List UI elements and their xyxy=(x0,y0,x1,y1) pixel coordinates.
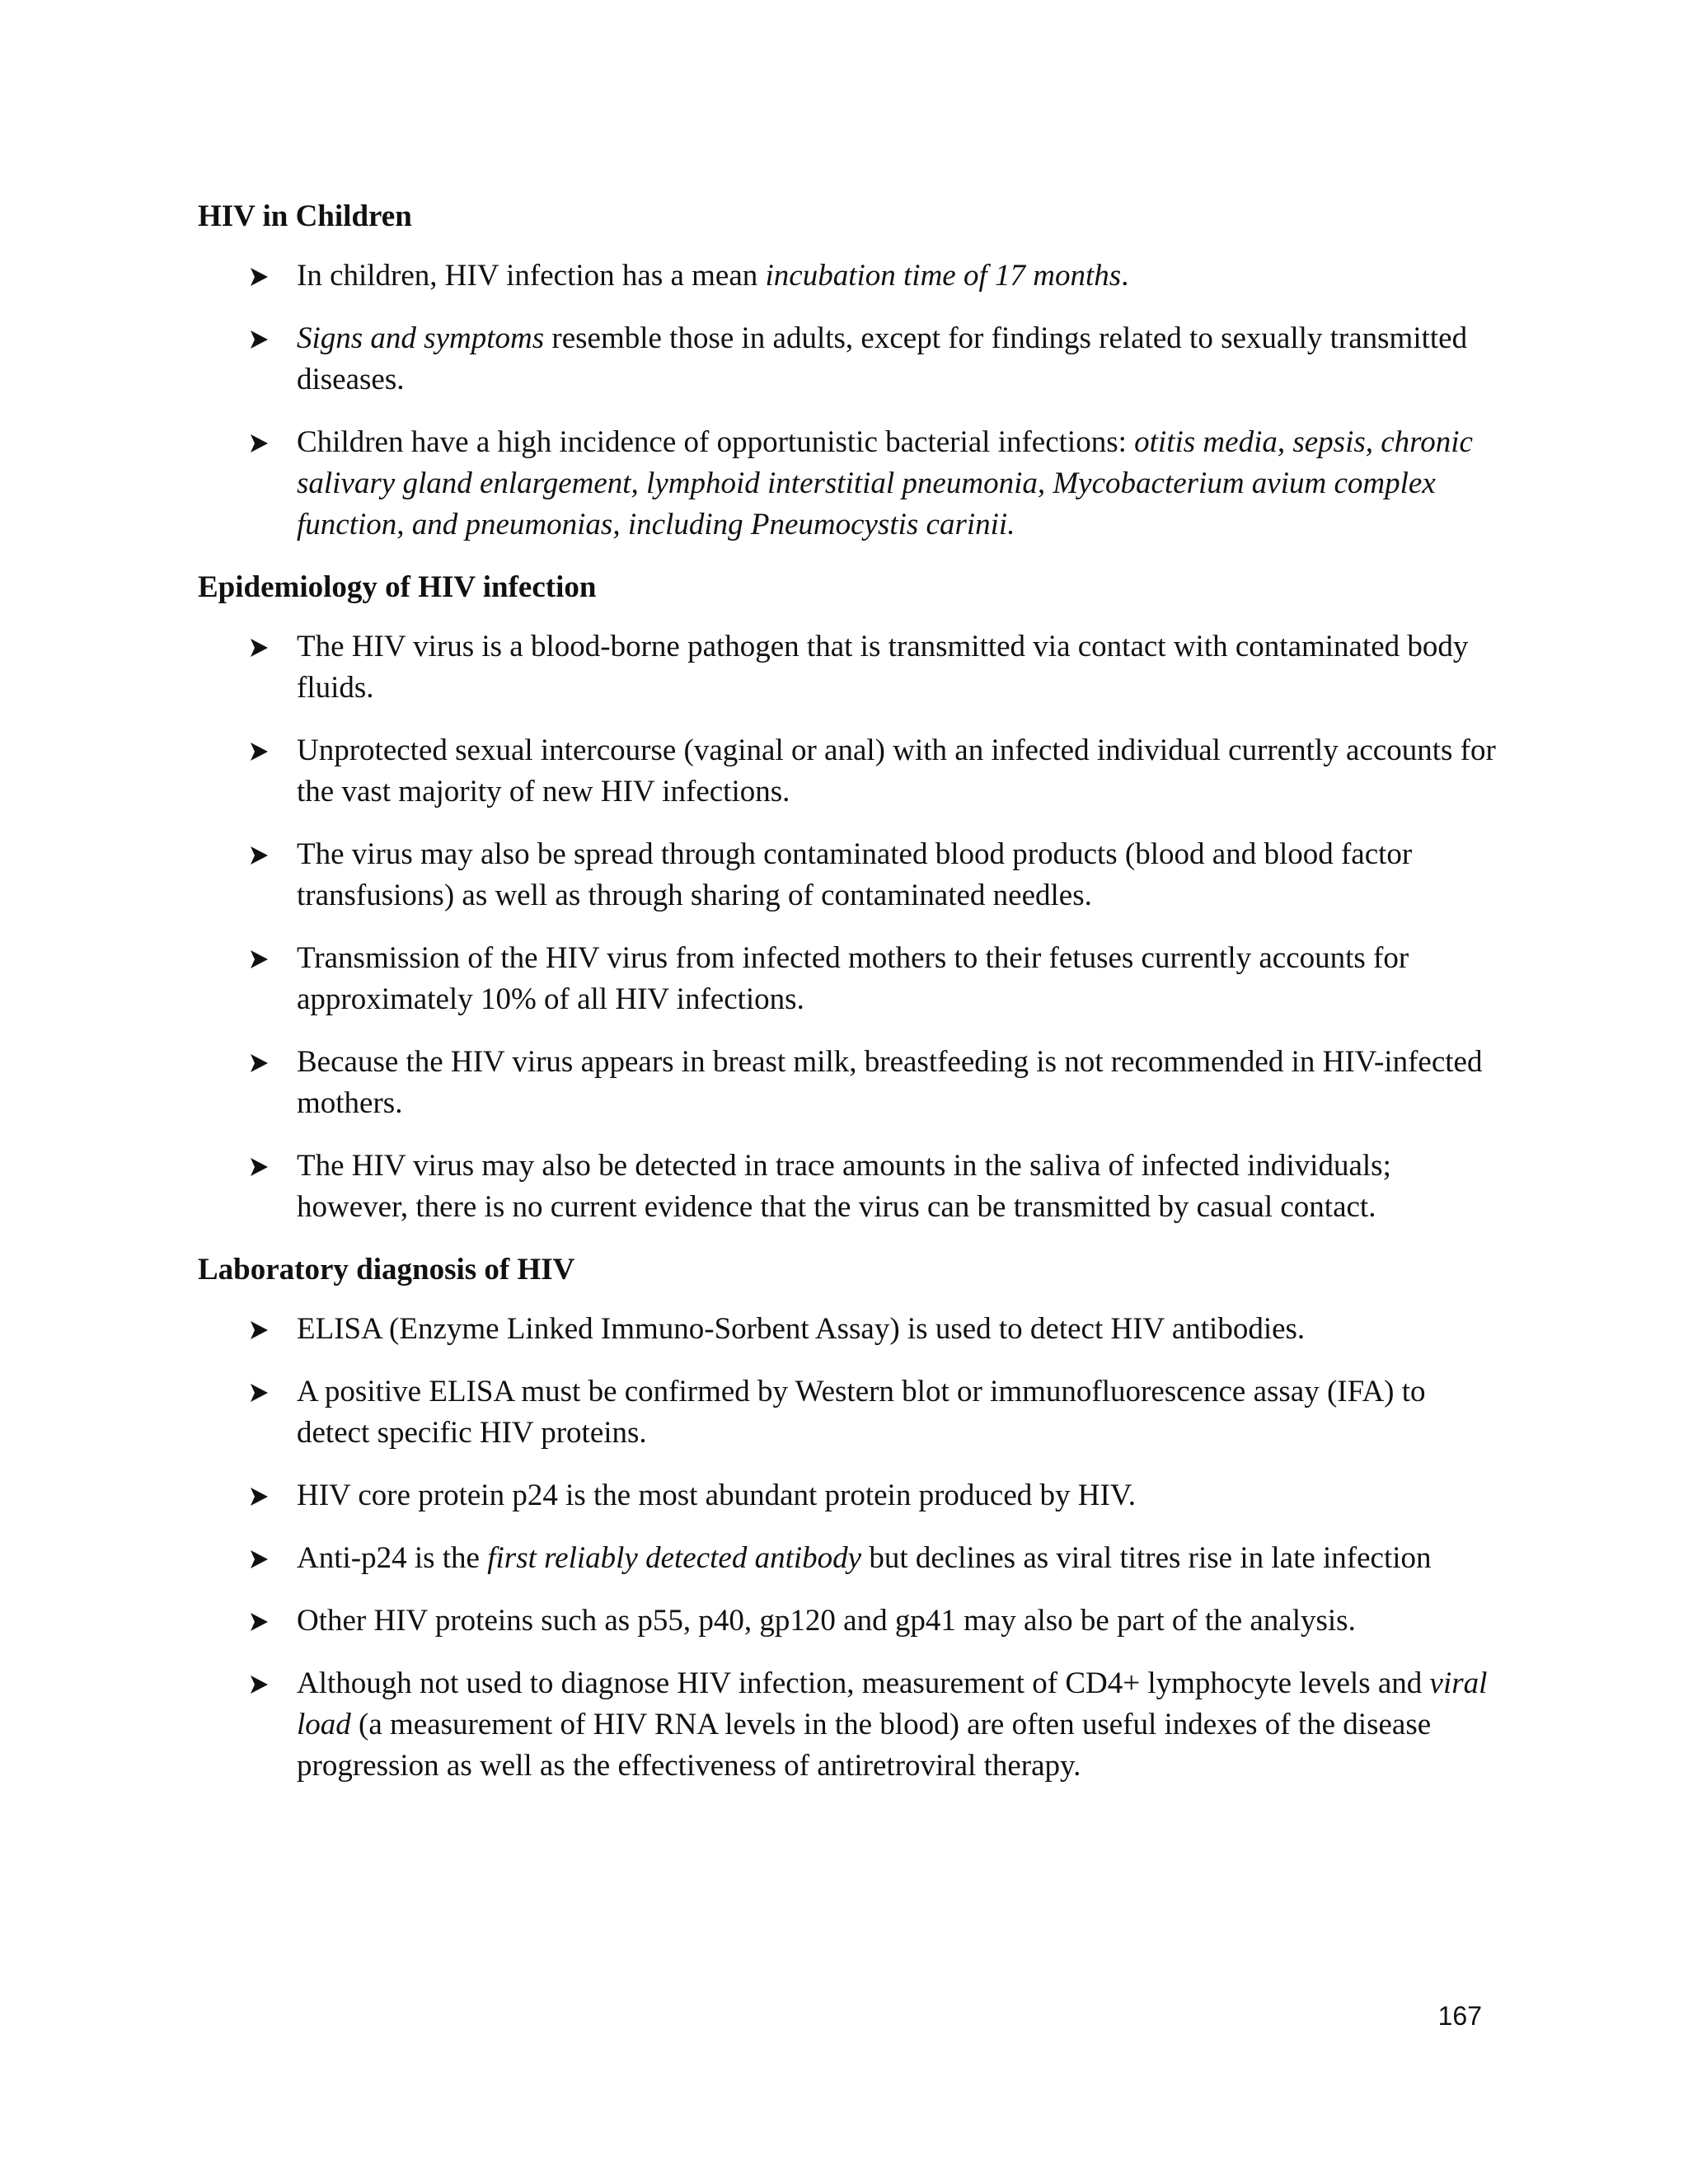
bullet-item xyxy=(198,834,1500,916)
page-number: 167 xyxy=(1437,2001,1482,2031)
text-run: resemble those in adults, except for findings related to sexually transmitted diseases. xyxy=(297,321,1468,396)
section-epidemiology-of-hiv-infection xyxy=(198,567,1500,1228)
text-run: In children, HIV infection has a mean xyxy=(297,259,766,293)
arrow-bullet-icon xyxy=(249,638,269,658)
section-heading: Epidemiology of HIV infection xyxy=(198,570,597,604)
text-run: but declines as viral titres rise in late infection xyxy=(861,1541,1432,1575)
italic-text: incubation time of 17 months xyxy=(765,259,1122,293)
section-laboratory-diagnosis-of-hiv xyxy=(198,1249,1500,1787)
italic-text: first reliably detected antibody xyxy=(487,1541,862,1575)
arrow-bullet-icon xyxy=(249,1383,269,1403)
section-hiv-in-children xyxy=(198,196,1500,546)
arrow-bullet-icon xyxy=(249,1157,269,1177)
text-run: Anti-p24 is the xyxy=(297,1541,488,1575)
section-heading: Laboratory diagnosis of HIV xyxy=(198,1253,575,1286)
arrow-bullet-icon xyxy=(249,742,269,762)
bullet-item xyxy=(198,730,1500,813)
arrow-bullet-icon xyxy=(249,846,269,865)
arrow-bullet-icon xyxy=(249,949,269,969)
bullet-item xyxy=(198,1663,1500,1787)
text-run: Transmission of the HIV virus from infected mothers to their fetuses currently accounts for approximately 10% of all HIV infections. xyxy=(297,941,1409,1016)
text-run: (a measurement of HIV RNA levels in the blood) are often useful indexes of the disease progression as well as the effectiveness of antiretroviral therapy. xyxy=(297,1708,1432,1783)
text-run: A positive ELISA must be confirmed by Western blot or immunofluorescence assay (IFA) to detect specific HIV proteins. xyxy=(297,1375,1426,1450)
arrow-bullet-icon xyxy=(249,267,269,287)
text-run: Although not used to diagnose HIV infection, measurement of CD4+ lymphocyte levels and xyxy=(297,1666,1430,1700)
bullet-list xyxy=(198,1309,1500,1787)
arrow-bullet-icon xyxy=(249,1612,269,1632)
bullet-item xyxy=(198,422,1500,546)
arrow-bullet-icon xyxy=(249,434,269,453)
text-run: . xyxy=(1121,259,1129,293)
arrow-bullet-icon xyxy=(249,1675,269,1694)
bullet-item xyxy=(198,1601,1500,1642)
text-run: ELISA (Enzyme Linked Immuno-Sorbent Assay) is used to detect HIV antibodies. xyxy=(297,1312,1306,1346)
text-run: Because the HIV virus appears in breast milk, breastfeeding is not recommended in HIV-infected mothers. xyxy=(297,1045,1483,1120)
italic-text: otitis media, sepsis, chronic salivary gland enlargement, lymphoid interstitial pneumonia, Mycobacterium avium complex function, and pneumonias, including Pneumocystis carinii. xyxy=(297,425,1473,541)
bullet-item xyxy=(198,938,1500,1020)
text-run: The virus may also be spread through contaminated blood products (blood and blood factor transfusions) as well as through sharing of contaminated needles. xyxy=(297,837,1413,912)
bullet-item xyxy=(198,1475,1500,1516)
arrow-bullet-icon xyxy=(249,1053,269,1073)
bullet-item xyxy=(198,1146,1500,1228)
bullet-item xyxy=(198,1538,1500,1579)
arrow-bullet-icon xyxy=(249,1549,269,1569)
bullet-list xyxy=(198,626,1500,1228)
text-run: HIV core protein p24 is the most abundant protein produced by HIV. xyxy=(297,1479,1136,1512)
italic-text: Signs and symptoms xyxy=(297,321,545,355)
arrow-bullet-icon xyxy=(249,1487,269,1507)
bullet-item xyxy=(198,626,1500,709)
bullet-item xyxy=(198,318,1500,401)
section-heading: HIV in Children xyxy=(198,199,412,233)
text-run: The HIV virus is a blood-borne pathogen that is transmitted via contact with contaminated body fluids. xyxy=(297,630,1469,705)
bullet-list xyxy=(198,255,1500,546)
text-run: Children have a high incidence of opportunistic bacterial infections: xyxy=(297,425,1135,459)
arrow-bullet-icon xyxy=(249,330,269,349)
bullet-item xyxy=(198,1042,1500,1124)
bullet-item xyxy=(198,1371,1500,1454)
page-content xyxy=(198,196,1500,1808)
bullet-item xyxy=(198,255,1500,297)
italic-text: viral load xyxy=(297,1666,1488,1741)
text-run: Unprotected sexual intercourse (vaginal or anal) with an infected individual currently accounts for the vast majority of new HIV infections. xyxy=(297,733,1496,808)
bullet-item xyxy=(198,1309,1500,1350)
text-run: Other HIV proteins such as p55, p40, gp120 and gp41 may also be part of the analysis. xyxy=(297,1604,1356,1638)
text-run: The HIV virus may also be detected in trace amounts in the saliva of infected individuals; however, there is no current evidence that the virus can be transmitted by casual contact. xyxy=(297,1149,1391,1224)
arrow-bullet-icon xyxy=(249,1320,269,1340)
